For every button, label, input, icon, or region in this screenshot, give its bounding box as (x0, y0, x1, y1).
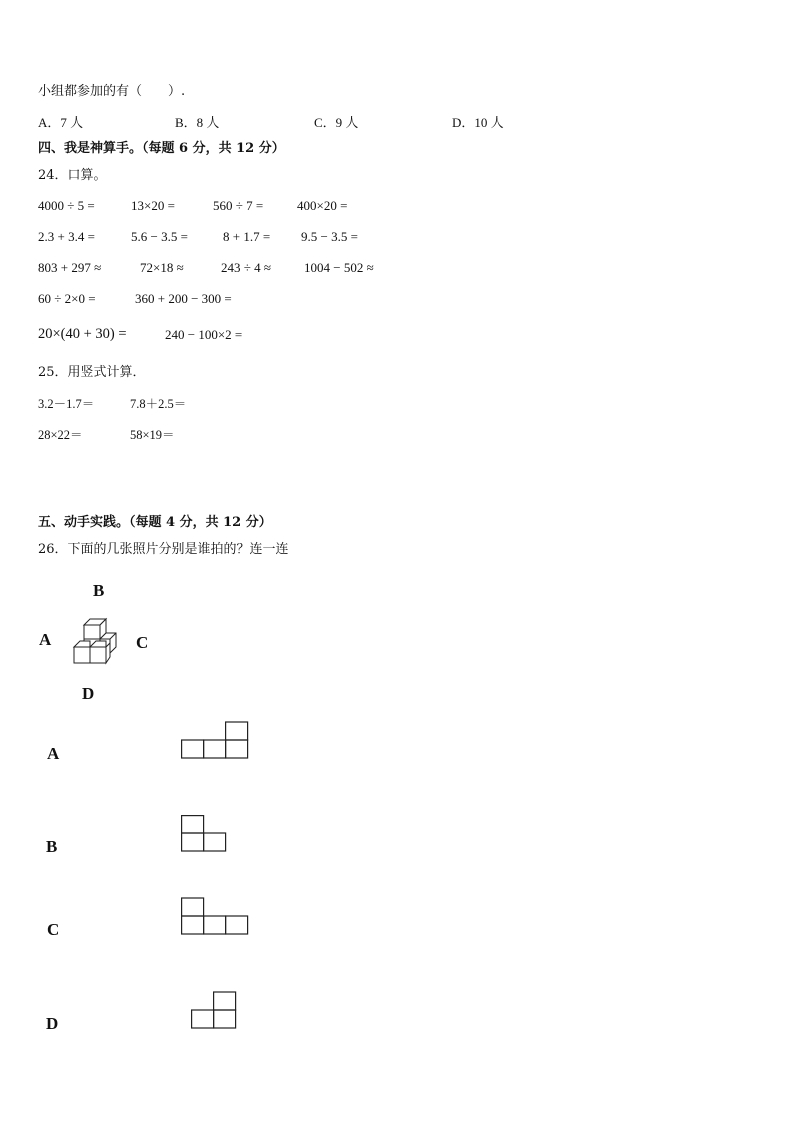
direction-label-bottom: D (82, 684, 95, 703)
oral-calc-item: 5.6 − 3.5 = (131, 229, 188, 244)
vertical-calc-item: 28×22＝ (38, 428, 83, 442)
oral-calc-item: 4000 ÷ 5 = (38, 198, 95, 213)
question-23-option-d: D．10 人 (452, 115, 504, 130)
oral-calc-item: 560 ÷ 7 = (213, 198, 264, 213)
question-25-title: 25．用竖式计算． (38, 365, 146, 380)
oral-calc-item: 243 ÷ 4 ≈ (221, 260, 272, 275)
oral-calc-item: 60 ÷ 2×0 = (38, 291, 96, 306)
view-shape-b (181, 815, 228, 853)
oral-calc-item: 240 − 100×2 = (165, 327, 243, 342)
direction-label-top: B (93, 581, 105, 600)
oral-calc-item: 20×(40 + 30) = (38, 326, 127, 342)
view-label-a: A (47, 744, 60, 763)
question-23-option-a: A．7 人 (38, 115, 84, 130)
oral-calc-item: 72×18 ≈ (140, 260, 184, 275)
oral-calc-item: 803 + 297 ≈ (38, 260, 102, 275)
view-label-c: C (47, 920, 60, 939)
section-5-heading: 五、动手实践。（每题 4 分，共 12 分） (38, 515, 272, 530)
direction-label-left: A (39, 630, 52, 649)
question-26-title: 26．下面的几张照片分别是谁拍的？连一连 (38, 542, 289, 557)
view-shape-d (191, 991, 239, 1030)
question-23-option-b: B．8 人 (175, 115, 220, 130)
oral-calc-item: 1004 − 502 ≈ (304, 260, 374, 275)
view-label-d: D (46, 1014, 59, 1033)
cube-stack-figure (72, 617, 120, 669)
oral-calc-item: 8 + 1.7 = (223, 229, 271, 244)
question-23-stem-tail: 小组都参加的有（ ）. (38, 84, 186, 99)
view-shape-a (181, 721, 250, 760)
vertical-calc-item: 3.2－1.7＝ (38, 397, 95, 411)
oral-calc-item: 9.5 − 3.5 = (301, 229, 358, 244)
question-24-title: 24．口算。 (38, 168, 107, 183)
vertical-calc-item: 7.8＋2.5＝ (130, 397, 187, 411)
direction-label-right: C (136, 633, 149, 652)
oral-calc-item: 400×20 = (297, 198, 348, 213)
vertical-calc-item: 58×19＝ (130, 428, 175, 442)
oral-calc-item: 13×20 = (131, 198, 175, 213)
oral-calc-item: 360 + 200 − 300 = (135, 291, 232, 306)
view-label-b: B (46, 837, 58, 856)
oral-calc-item: 2.3 + 3.4 = (38, 229, 95, 244)
question-23-option-c: C．9 人 (314, 115, 359, 130)
view-shape-c (181, 897, 251, 936)
section-4-heading: 四、我是神算手。（每题 6 分，共 12 分） (38, 141, 285, 156)
